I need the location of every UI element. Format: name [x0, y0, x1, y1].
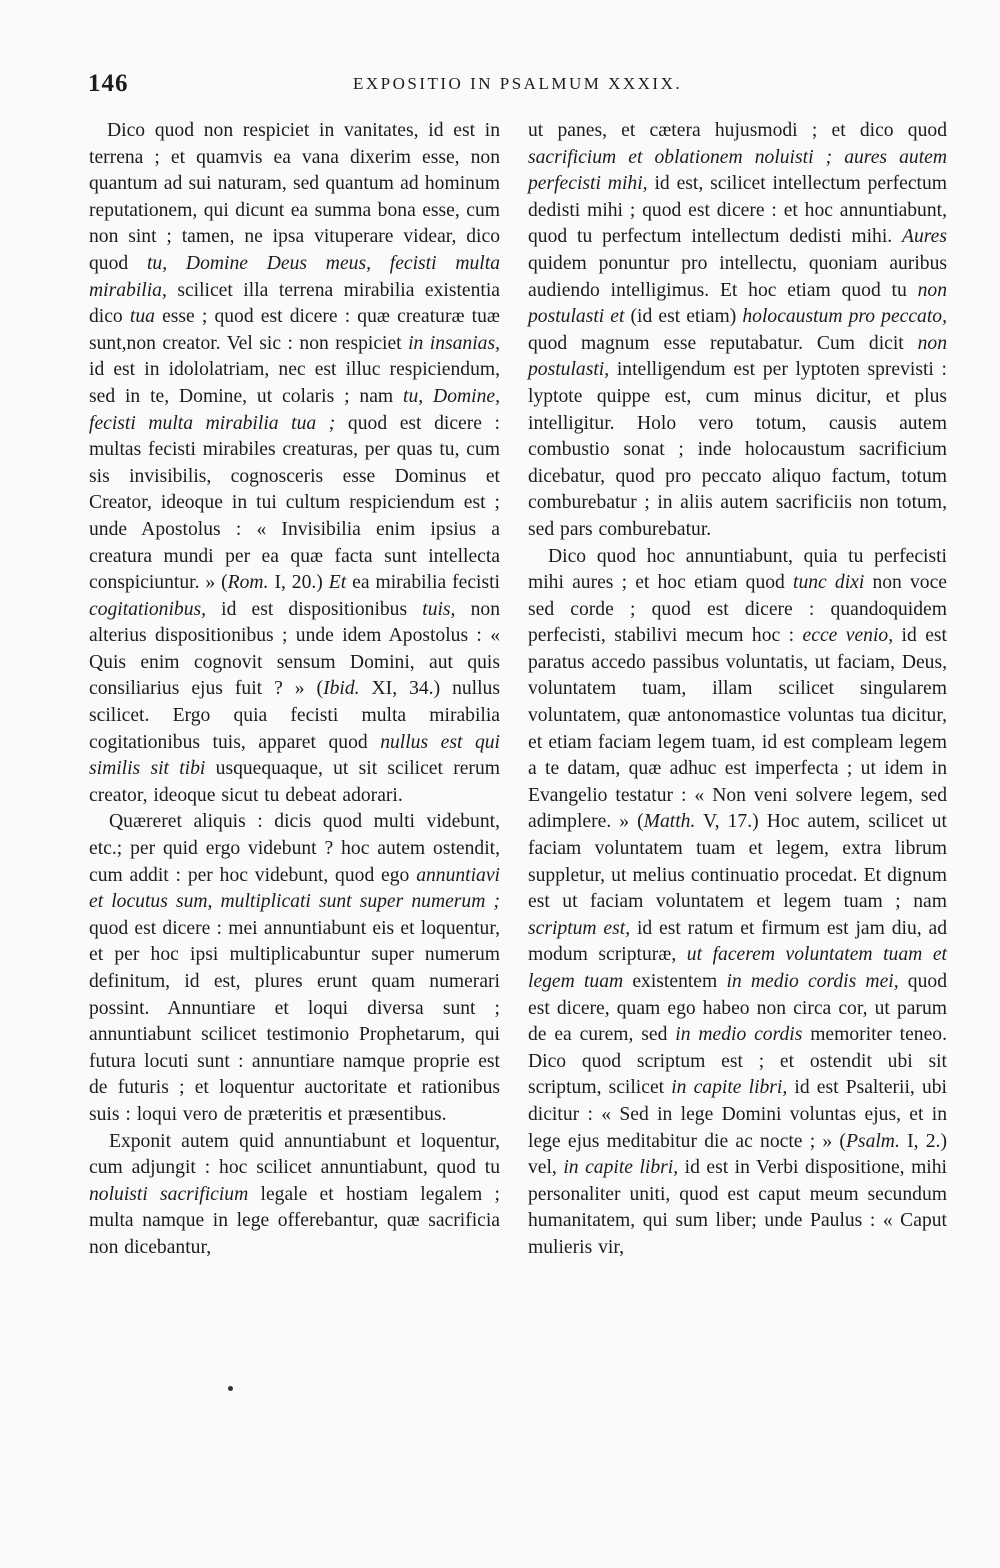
text-run: V, 17.) Hoc autem, scilicet ut faciam voluntatem tuam et legem, extra librum suppletur, ut melius continuatio procedat. Et dignum est ut faciam voluntatem et legem tuam ; nam: [528, 811, 947, 913]
italic-text: Rom.: [227, 572, 269, 594]
text-run: ut panes, et cætera hujusmodi ; et dico quod: [528, 120, 947, 141]
italic-text: Matth.: [643, 811, 696, 833]
italic-text: in medio cordis: [675, 1024, 803, 1046]
text-run: id est dispositionibus: [206, 598, 423, 620]
text-run: existentem: [623, 971, 727, 992]
paragraph: [89, 809, 500, 1128]
italic-text: ut facerem voluntatem tuam et legem tuam: [528, 944, 947, 992]
text-run: XI, 34.) nullus scilicet. Ergo quia fecisti multa mirabilia cogitationibus tuis, apparet quod: [89, 678, 500, 753]
italic-text: tu, Domine, fecisti multa mirabilia tua ;: [89, 385, 500, 434]
paragraph: [528, 118, 947, 544]
text-run: ea mirabilia fecisti: [346, 572, 500, 594]
text-run: usquequaque, ut sit scilicet rerum creator, ideoque sicut tu debeat adorari.: [89, 758, 500, 806]
italic-text: in capite libri,: [671, 1077, 788, 1099]
text-run: non alterius dispositionibus ; unde idem Apostolus : « Quis enim cognovit sensum Domini, aut quis consiliarius ejus fuit ? » (: [89, 598, 500, 700]
italic-text: in capite libri,: [563, 1157, 679, 1179]
paragraph: [89, 1129, 500, 1262]
italic-text: nullus est qui similis sit tibi: [89, 731, 500, 780]
text-run: id est in idololatriam, nec est illuc respiciendum, sed in te, Domine, ut colaris ; nam: [89, 359, 500, 407]
italic-text: tu, Domine Deus meus, fecisti multa mirabilia,: [89, 252, 500, 301]
italic-text: scriptum est,: [528, 917, 631, 939]
italic-text: cogitationibus,: [89, 598, 207, 620]
italic-text: tuis,: [422, 598, 456, 620]
text-run: I, 20.): [268, 572, 329, 594]
text-run: I, 2.) vel,: [528, 1130, 947, 1179]
text-run: intelligendum est per lyptoten sprevisti : lyptote quippe est, cum minus dicitur, et plus intelligitur. Holo vero totum, causis autem combustio sonat ; inde holocaustum sacrificium dicebatur, quod pro peccato aliquo factum, totum comburebatur ; in aliis autem sacrificiis non totum, sed pars comburebatur.: [528, 359, 947, 540]
italic-text: tua: [129, 306, 155, 328]
text-run: Dico quod non respiciet in vanitates, id est in terrena ; et quamvis ea vana dixerim esse, non quantum ad sui naturam, sed quantum ad hominum reputationem, qui dicunt ea summa bona esse, cum non sint ; tamen, ne ipsa vituperare videar, dico quod: [89, 120, 500, 274]
text-run: Exponit autem quid annuntiabunt et loquentur, cum adjungit : hoc scilicet annuntiabunt, quod tu: [89, 1130, 500, 1179]
text-run: id est ratum et firmum est jam diu, ad modum scripturæ,: [528, 917, 947, 966]
running-head: EXPOSITIO IN PSALMUM XXXIX.: [353, 74, 683, 93]
text-run: scilicet illa terrena mirabilia existentia dico: [89, 279, 500, 328]
italic-text: holocaustum pro peccato,: [742, 306, 947, 328]
italic-text: noluisti sacrificium: [89, 1183, 249, 1205]
italic-text: sacrificium et oblationem noluisti ; aures autem perfecisti mihi,: [528, 146, 947, 195]
italic-text: Psalm.: [845, 1130, 900, 1152]
right-column: [528, 118, 947, 1262]
page-number: 146: [88, 70, 129, 97]
text-run: (id est etiam): [624, 306, 743, 328]
page-header: [88, 70, 950, 102]
paragraph: [528, 544, 947, 1262]
text-run: id est Psalterii, ubi dicitur : « Sed in lege Domini voluntas ejus, et in lege ejus meditabitur die ac nocte ; » (: [528, 1077, 947, 1152]
text-run: Dico quod hoc annuntiabunt, quia tu perfecisti mihi aures ; et hoc etiam quod: [528, 545, 947, 594]
text-run: Quæreret aliquis : dicis quod multi videbunt, etc.; per quid ergo videbunt ? hoc autem ostendit, cum addit : per hoc videbunt, quod ego: [89, 811, 500, 886]
italic-text: annuntiavi et locutus sum, multiplicati sunt super numerum ;: [89, 864, 500, 913]
left-column: [89, 118, 500, 1262]
text-run: legale et hostiam legalem ; multa namque in lege offerebantur, quæ sacrificia non dicebantur,: [89, 1183, 500, 1258]
text-run: quod magnum esse reputabatur. Cum dicit: [528, 332, 918, 354]
ink-speck: [228, 1386, 233, 1391]
italic-text: tunc dixi: [793, 572, 865, 594]
italic-text: ecce venio,: [802, 625, 894, 647]
paragraph: [89, 118, 500, 809]
text-run: quidem ponuntur pro intellectu, quoniam auribus audiendo intelligimus. Et hoc etiam quod tu: [528, 252, 947, 301]
text-run: id est paratus accedo passibus voluntatis, ut faciam, Deus, voluntatem tuam, illam scilicet singularem voluntatem, quæ antonomastice voluntas tua dicitur, et etiam faciam legem tuam, id est compleam legem a te datam, quæ adhuc est imperfecta ; ut idem in Evangelio testatur : « Non veni solvere legem, sed adimplere. » (: [528, 625, 947, 833]
text-run: non voce sed corde ; quod est dicere : quandoquidem perfecisti, stabilivi mecum hoc :: [528, 572, 947, 647]
text-run: id est, scilicet intellectum perfectum dedisti mihi ; quod est dicere : et hoc annuntiabunt, quod tu perfectum intellectum dedisti mihi.: [528, 173, 947, 248]
text-run: quod est dicere : multas fecisti mirabiles creaturas, per quas tu, cum sis invisibilis, cognosceris esse Dominus et Creator, ideoque in tui cultum respiciendum est ; unde Apostolus : « Invisibilia enim ipsius a creatura mundi per ea quæ facta sunt intellecta conspiciuntur. » (: [89, 412, 500, 594]
text-run: quod est dicere : mei annuntiabunt eis et loquentur, et per hoc ipsi multiplicabuntur super numerum definitum, id est, plures erunt quam numerari possint. Annuntiare et loqui diversa sunt ; annuntiabunt scilicet testimonio Prophetarum, qui futura locuti sunt : annuntiare namque proprie est de futuris ; et loquentur auctoritate et rationibus suis : loqui vero de præteritis et præsentibus.: [89, 917, 500, 1125]
italic-text: Et: [328, 572, 347, 594]
text-run: quod est dicere, quam ego habeo non circa cor, ut parum de ea curem, sed: [528, 971, 947, 1046]
italic-text: Ibid.: [323, 678, 360, 700]
italic-text: non postulasti et: [528, 279, 947, 328]
text-run: memoriter teneo. Dico quod scriptum est ; et ostendit ubi sit scriptum, scilicet: [528, 1024, 947, 1099]
italic-text: non postulasti,: [528, 332, 947, 381]
text-run: esse ; quod est dicere : quæ creaturæ tuæ sunt,non creator. Vel sic : non respiciet: [89, 306, 500, 354]
text-run: id est in Verbi dispositione, mihi personaliter uniti, quod est caput meum secundum humanitatem, qui sum liber; unde Paulus : « Caput mulieris vir,: [528, 1157, 947, 1258]
italic-text: in insanias,: [408, 332, 500, 354]
italic-text: in medio cordis mei,: [726, 971, 899, 992]
italic-text: Aures: [902, 226, 947, 248]
